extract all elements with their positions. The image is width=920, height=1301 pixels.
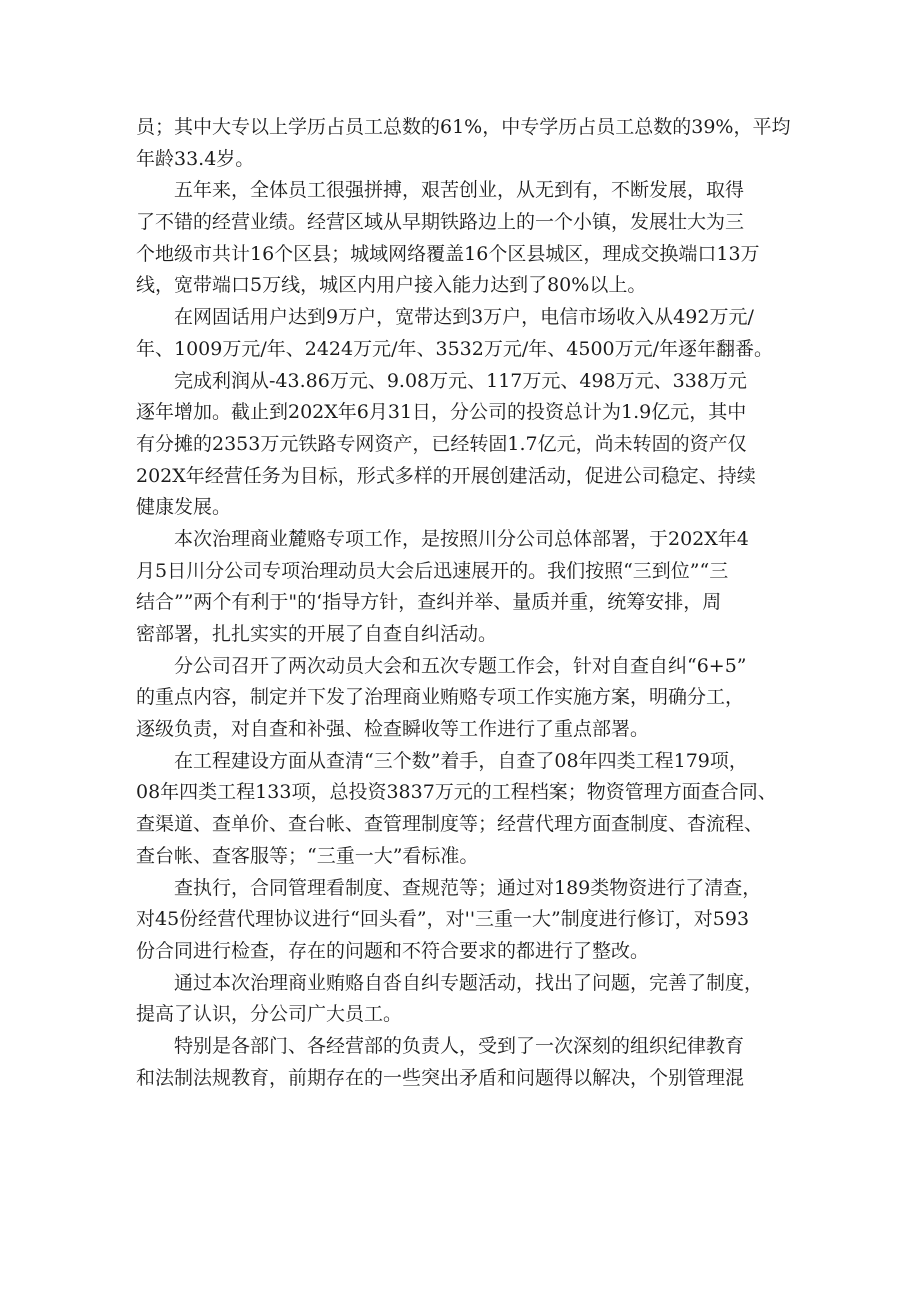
text-line: 特别是各部门、各经营部的负责人，受到了一次深刻的组织纪律教育 [174, 1034, 745, 1057]
text-line: 逐年增加。截止到202X年6月31日，分公司的投资总计为1.9亿元，其中 [136, 401, 747, 424]
text-line: 个地级市共计16个区县；城域网络覆盖16个区县城区，理成交换端口13万 [136, 242, 760, 265]
paragraph-leaders-education [136, 1031, 796, 1094]
text-line: 202X年经营任务为目标，形式多样的开展创建活动，促进公司稳定、持续 [136, 464, 756, 487]
text-line: 在工程建设方面从查清“三个数”着手，自查了08年四类工程179项， [174, 749, 748, 772]
paragraph-profit-investment [136, 366, 796, 524]
document-body [136, 112, 796, 1094]
text-line: 员；其中大专以上学历占员工总数的61%，中专学历占员工总数的39%，平均 [136, 116, 791, 138]
text-line: 份合同进行检查，存在的问题和不符合要求的都进行了整改。 [136, 939, 650, 962]
text-line: 逐级负责，对自查和补强、检查瞬收等工作进行了重点部署。 [136, 718, 650, 741]
text-line: 查台帐、查客服等；“三重一大”看标准。 [136, 844, 479, 867]
paragraph-bribery-campaign [136, 524, 796, 651]
text-line: 结合””两个有利于"的‘指导方针，查纠并举、量质并重，统筹安排，周 [136, 591, 722, 614]
text-line: 和法制法规教育，前期存在的一些突出矛盾和问题得以解决，个别管理混 [136, 1066, 745, 1089]
paragraph-meetings [136, 651, 796, 746]
text-line: 完成利润从-43.86万元、9.08万元、117万元、498万元、338万元 [174, 369, 747, 392]
text-line: 查渠道、查单价、查台帐、查管理制度等；经营代理方面查制度、杳流程、 [136, 813, 764, 836]
text-line: 密部署，扎扎实实的开展了自查自纠活动。 [136, 623, 498, 645]
text-line: 查执行，合同管理看制度、查规范等；通过对189类物资进行了清查， [174, 876, 762, 899]
text-line: 年龄33.4岁。 [136, 147, 255, 170]
text-line: 本次治理商业麓赂专项工作，是按照川分公司总体部署，于202X年4 [174, 527, 749, 550]
text-line: 健康发展。 [136, 496, 232, 519]
text-line: 对45份经营代理协议进行“回头看”，对''三重一大”制度进行修订，对593 [136, 908, 750, 931]
text-line: 年、1009万元/年、2424万元/年、3532万元/年、4500万元/年逐年翻番。 [136, 337, 774, 360]
paragraph-staff-education [136, 112, 796, 175]
paragraph-users-revenue [136, 302, 796, 365]
paragraph-engineering-checks [136, 746, 796, 873]
text-line: 有分摊的2353万元铁路专网资产，已经转固1.7亿元，尚未转固的资产仅 [136, 432, 747, 455]
text-line: 通过本次治理商业贿赂自沓自纠专题活动，找出了问题，完善了制度， [174, 971, 764, 994]
text-line: 月5日川分公司专项治理动员大会后迅速展开的。我们按照“三到位”“三 [136, 559, 729, 582]
text-line: 的重点内容，制定并下发了治理商业贿赂专项工作实施方案，明确分工， [136, 686, 745, 709]
text-line: 提高了认识，分公司广大员工。 [136, 1003, 403, 1026]
text-line: 分公司召开了两次动员大会和五次专题工作会，针对自查自纠“6+5” [174, 654, 747, 677]
text-line: 五年来，全体员工很强拼搏，艰苦创业，从无到有，不断发展，取得 [174, 179, 745, 202]
text-line: 了不错的经营业绩。经营区域从早期铁路边上的一个小镇，发展壮大为三 [136, 211, 745, 234]
paragraph-five-years [136, 175, 796, 302]
paragraph-results [136, 968, 796, 1031]
text-line: 线，宽带端口5万线，城区内用户接入能力达到了80%以上。 [136, 274, 647, 297]
text-line: 在网固话用户达到9万户，宽带达到3万户，电信市场收入从492万元/ [174, 306, 754, 329]
text-line: 08年四类工程133项，总投资3837万元的工程档案；物资管理方面查合同、 [136, 781, 777, 804]
paragraph-execution [136, 873, 796, 968]
